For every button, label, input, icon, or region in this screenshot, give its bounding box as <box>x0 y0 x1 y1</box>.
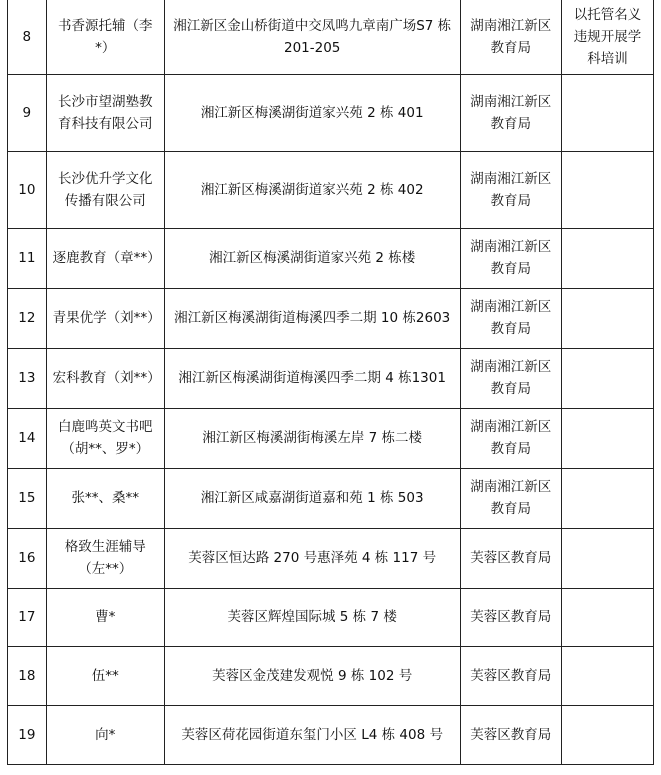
supervising-authority: 湖南湘江新区教育局 <box>460 74 561 151</box>
institution-name: 逐鹿教育（章**） <box>46 228 164 288</box>
row-number: 15 <box>8 468 47 528</box>
institution-address: 芙蓉区辉煌国际城 5 栋 7 楼 <box>164 588 460 646</box>
institution-name: 曹* <box>46 588 164 646</box>
institution-table <box>7 0 654 765</box>
institution-address: 湘江新区金山桥街道中交凤鸣九章南广场S7 栋 201-205 <box>164 0 460 74</box>
row-number: 17 <box>8 588 47 646</box>
table-row <box>8 74 654 151</box>
violation-note <box>561 348 653 408</box>
institution-name: 白鹿鸣英文书吧（胡**、罗*） <box>46 408 164 468</box>
row-number: 12 <box>8 288 47 348</box>
violation-note <box>561 705 653 764</box>
institution-name: 格致生涯辅导（左**） <box>46 528 164 588</box>
violation-note <box>561 646 653 705</box>
institution-address: 湘江新区梅溪湖街道梅溪四季二期 10 栋2603 <box>164 288 460 348</box>
institution-address: 芙蓉区荷花园街道东玺门小区 L4 栋 408 号 <box>164 705 460 764</box>
table-row <box>8 151 654 228</box>
institution-name: 书香源托辅（李*） <box>46 0 164 74</box>
institution-name: 向* <box>46 705 164 764</box>
violation-note <box>561 468 653 528</box>
institution-address: 湘江新区梅溪湖街道家兴苑 2 栋 402 <box>164 151 460 228</box>
row-number: 13 <box>8 348 47 408</box>
institution-name: 青果优学（刘**） <box>46 288 164 348</box>
supervising-authority: 湖南湘江新区教育局 <box>460 151 561 228</box>
row-number: 8 <box>8 0 47 74</box>
institution-address: 湘江新区梅溪湖街道梅溪四季二期 4 栋1301 <box>164 348 460 408</box>
supervising-authority: 湖南湘江新区教育局 <box>460 228 561 288</box>
institution-name: 宏科教育（刘**） <box>46 348 164 408</box>
violation-note <box>561 288 653 348</box>
row-number: 11 <box>8 228 47 288</box>
table-row <box>8 348 654 408</box>
table-row <box>8 0 654 74</box>
institution-address: 芙蓉区金茂建发观悦 9 栋 102 号 <box>164 646 460 705</box>
supervising-authority: 芙蓉区教育局 <box>460 588 561 646</box>
table-row <box>8 705 654 764</box>
row-number: 16 <box>8 528 47 588</box>
supervising-authority: 芙蓉区教育局 <box>460 705 561 764</box>
violation-note <box>561 228 653 288</box>
institution-address: 湘江新区咸嘉湖街道嘉和苑 1 栋 503 <box>164 468 460 528</box>
violation-note <box>561 528 653 588</box>
violation-note <box>561 74 653 151</box>
violation-note: 以托管名义违规开展学科培训 <box>561 0 653 74</box>
institution-address: 湘江新区梅溪湖街道家兴苑 2 栋 401 <box>164 74 460 151</box>
institution-address: 芙蓉区恒达路 270 号惠泽苑 4 栋 117 号 <box>164 528 460 588</box>
institution-name: 张**、桑** <box>46 468 164 528</box>
row-number: 9 <box>8 74 47 151</box>
supervising-authority: 芙蓉区教育局 <box>460 528 561 588</box>
institution-name: 长沙优升学文化传播有限公司 <box>46 151 164 228</box>
supervising-authority: 湖南湘江新区教育局 <box>460 288 561 348</box>
violation-note <box>561 408 653 468</box>
institution-address: 湘江新区梅溪湖街道家兴苑 2 栋楼 <box>164 228 460 288</box>
table-row <box>8 228 654 288</box>
institution-name: 长沙市望湖塾教育科技有限公司 <box>46 74 164 151</box>
table-row <box>8 408 654 468</box>
table-row <box>8 288 654 348</box>
institution-name: 伍** <box>46 646 164 705</box>
supervising-authority: 湖南湘江新区教育局 <box>460 0 561 74</box>
table-row <box>8 468 654 528</box>
row-number: 18 <box>8 646 47 705</box>
supervising-authority: 湖南湘江新区教育局 <box>460 348 561 408</box>
row-number: 19 <box>8 705 47 764</box>
table-row <box>8 646 654 705</box>
institution-address: 湘江新区梅溪湖街梅溪左岸 7 栋二楼 <box>164 408 460 468</box>
supervising-authority: 芙蓉区教育局 <box>460 646 561 705</box>
row-number: 14 <box>8 408 47 468</box>
supervising-authority: 湖南湘江新区教育局 <box>460 468 561 528</box>
table-row <box>8 588 654 646</box>
supervising-authority: 湖南湘江新区教育局 <box>460 408 561 468</box>
row-number: 10 <box>8 151 47 228</box>
violation-note <box>561 588 653 646</box>
table-row <box>8 528 654 588</box>
violation-note <box>561 151 653 228</box>
